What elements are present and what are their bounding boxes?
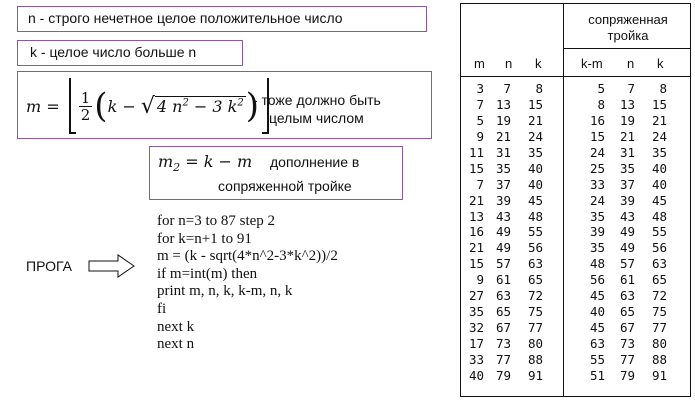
table-cell: 24 <box>589 192 605 208</box>
table-cell: 56 <box>589 272 605 288</box>
table-cell: 24 <box>527 128 543 144</box>
table-cell: 7 <box>503 81 511 96</box>
code-line: next k <box>157 318 195 335</box>
table-cell: 77 <box>527 320 543 336</box>
table-cell: 35 <box>495 160 511 176</box>
table-cell: 13 <box>468 208 484 224</box>
table-cell: 79 <box>619 367 635 383</box>
table-cell: 39 <box>589 224 605 240</box>
code-line: for n=3 to 87 step 2 <box>157 213 276 229</box>
table-cell: 35 <box>589 240 605 256</box>
table-cell: 72 <box>651 288 667 304</box>
table-cell: 80 <box>651 336 667 351</box>
table-cell: 79 <box>495 367 511 383</box>
proga-label: ПРОГА <box>26 258 72 274</box>
header-m: m <box>474 56 485 71</box>
table-cell: 33 <box>468 351 484 367</box>
table-cell: 33 <box>589 176 605 192</box>
table-cell: 35 <box>468 304 484 320</box>
table-cell: 77 <box>495 351 511 367</box>
table-cell: 7 <box>627 81 635 96</box>
table-cell: 32 <box>468 320 484 336</box>
formula-m2-comment-1: дополнение в <box>270 154 360 170</box>
table-cell: 55 <box>651 224 667 240</box>
table-cell: 24 <box>651 128 667 144</box>
table-cell: 75 <box>527 304 543 320</box>
table-cell: 56 <box>651 240 667 256</box>
table-cell: 65 <box>527 272 543 288</box>
table-cell: 73 <box>619 336 635 351</box>
table-cell: 8 <box>597 96 605 112</box>
table-cell: 21 <box>468 192 484 208</box>
formula-m2-box <box>149 146 403 200</box>
results-table <box>460 3 691 397</box>
table-cell: 77 <box>651 320 667 336</box>
formula-m2-comment-2: сопряженной тройке <box>218 178 352 194</box>
table-cell: 73 <box>495 336 511 351</box>
table-cell: 39 <box>495 192 511 208</box>
table-cell: 49 <box>495 224 511 240</box>
table-cell: 40 <box>651 160 667 176</box>
table-cell: 63 <box>527 256 543 272</box>
table-cell: 35 <box>619 160 635 176</box>
code-line: m = (k - sqrt(4*n^2-3*k^2))/2 <box>157 248 338 265</box>
formula-m2: $m_2 = k - m$ <box>158 152 253 175</box>
table-cell: 35 <box>527 144 543 160</box>
table-cell: 49 <box>495 240 511 256</box>
table-cell: 88 <box>527 351 543 367</box>
table-cell: 61 <box>619 272 635 288</box>
table-cell: 63 <box>495 288 511 304</box>
program-code <box>157 213 338 354</box>
table-cell: 65 <box>495 304 511 320</box>
table-cell: 21 <box>619 128 635 144</box>
condition-k-text: k - целое число больше n <box>30 44 197 60</box>
table-cell: 15 <box>651 96 667 112</box>
table-cell: 67 <box>619 320 635 336</box>
table-cell: 8 <box>659 81 667 96</box>
table-cell: 56 <box>527 240 543 256</box>
condition-n-text: n - строго нечетное целое положительное число <box>28 10 343 26</box>
table-cell: 91 <box>527 367 543 383</box>
table-cell: 40 <box>527 176 543 192</box>
title-line-2: тройка <box>607 28 649 43</box>
table-cell: 48 <box>589 256 605 272</box>
column-k <box>521 81 543 384</box>
condition-k-box <box>17 40 243 66</box>
table-cell: 65 <box>651 272 667 288</box>
table-cell: 13 <box>619 96 635 112</box>
table-cell: 19 <box>495 112 511 128</box>
table-cell: 11 <box>468 144 484 160</box>
table-cell: 75 <box>651 304 667 320</box>
table-cell: 27 <box>468 288 484 304</box>
table-cell: 31 <box>619 144 635 160</box>
conjugate-triple-title <box>564 12 692 44</box>
table-cell: 7 <box>476 176 484 192</box>
code-line: print m, n, k, k-m, n, k <box>157 283 293 300</box>
condition-n-box <box>17 6 427 32</box>
column-n <box>489 81 511 384</box>
formula-m: m = $\frac{1}{2}$ ( k − √ 4 $n^2 - 3$ $k^2$ ) <box>26 82 269 130</box>
table-cell: 3 <box>476 81 484 96</box>
table-cell: 39 <box>619 192 635 208</box>
table-cell: 9 <box>476 128 484 144</box>
table-cell: 67 <box>495 320 511 336</box>
table-cell: 48 <box>527 208 543 224</box>
table-cell: 21 <box>468 240 484 256</box>
table-cell: 77 <box>619 351 635 367</box>
table-cell: 7 <box>476 96 484 112</box>
table-cell: 43 <box>495 208 511 224</box>
table-cell: 57 <box>495 256 511 272</box>
table-cell: 63 <box>589 336 605 351</box>
table-cell: 57 <box>619 256 635 272</box>
table-cell: 8 <box>535 81 543 96</box>
table-cell: 55 <box>589 351 605 367</box>
table-cell: 9 <box>476 272 484 288</box>
table-cell: 35 <box>651 144 667 160</box>
table-cell: 63 <box>619 288 635 304</box>
table-cell: 45 <box>589 288 605 304</box>
floor-brackets: $\frac{1}{2}$ ( k − √ 4 $n^2 - 3$ $k^2$ ) <box>69 78 269 134</box>
table-cell: 25 <box>589 160 605 176</box>
table-cell: 31 <box>495 144 511 160</box>
table-cell: 49 <box>619 224 635 240</box>
table-cell: 40 <box>527 160 543 176</box>
table-cell: 15 <box>527 96 543 112</box>
table-cell: 24 <box>589 144 605 160</box>
table-cell: 43 <box>619 208 635 224</box>
table-cell: 16 <box>468 224 484 240</box>
table-cell: 15 <box>589 128 605 144</box>
table-cell: 55 <box>527 224 543 240</box>
code-line: next n <box>157 336 195 353</box>
table-cell: 21 <box>527 112 543 128</box>
header-k: k <box>535 56 542 71</box>
table-cell: 21 <box>495 128 511 144</box>
table-cell: 65 <box>619 304 635 320</box>
column-k2 <box>645 81 667 384</box>
table-cell: 40 <box>468 367 484 383</box>
table-cell: 37 <box>619 176 635 192</box>
formula-m-comment-1: - тоже должно быть <box>253 92 381 108</box>
table-cell: 40 <box>589 304 605 320</box>
table-cell: 35 <box>589 208 605 224</box>
table-cell: 48 <box>651 208 667 224</box>
formula-m-comment-2: целым числом <box>269 110 364 126</box>
table-cell: 91 <box>651 367 667 383</box>
code-line: for k=n+1 to 91 <box>157 230 252 247</box>
table-cell: 5 <box>597 81 605 96</box>
column-k-minus-m <box>583 81 605 384</box>
table-cell: 49 <box>619 240 635 256</box>
header-n2: n <box>627 56 635 71</box>
table-cell: 19 <box>619 112 635 128</box>
table-cell: 45 <box>527 192 543 208</box>
header-n: n <box>505 56 513 71</box>
table-cell: 51 <box>589 367 605 383</box>
table-cell: 15 <box>468 160 484 176</box>
column-n2 <box>613 81 635 384</box>
formula-m-box <box>17 71 432 139</box>
arrow-right-icon <box>88 254 136 278</box>
table-cell: 40 <box>651 176 667 192</box>
header-k2: k <box>657 56 664 71</box>
table-cell: 13 <box>495 96 511 112</box>
table-cell: 16 <box>589 112 605 128</box>
table-cell: 45 <box>651 192 667 208</box>
column-m <box>462 81 484 384</box>
table-cell: 37 <box>495 176 511 192</box>
table-cell: 5 <box>476 112 484 128</box>
table-cell: 45 <box>589 320 605 336</box>
table-cell: 17 <box>468 336 484 351</box>
table-cell: 15 <box>468 256 484 272</box>
table-cell: 88 <box>651 351 667 367</box>
title-line-1: сопряженная <box>588 12 668 27</box>
table-cell: 72 <box>527 288 543 304</box>
table-cell: 63 <box>651 256 667 272</box>
table-cell: 80 <box>527 336 543 351</box>
header-k-minus-m: k-m <box>581 56 603 71</box>
code-line: if m=int(m) then <box>157 265 258 282</box>
table-cell: 21 <box>651 112 667 128</box>
code-line: fi <box>157 300 167 317</box>
table-cell: 61 <box>495 272 511 288</box>
